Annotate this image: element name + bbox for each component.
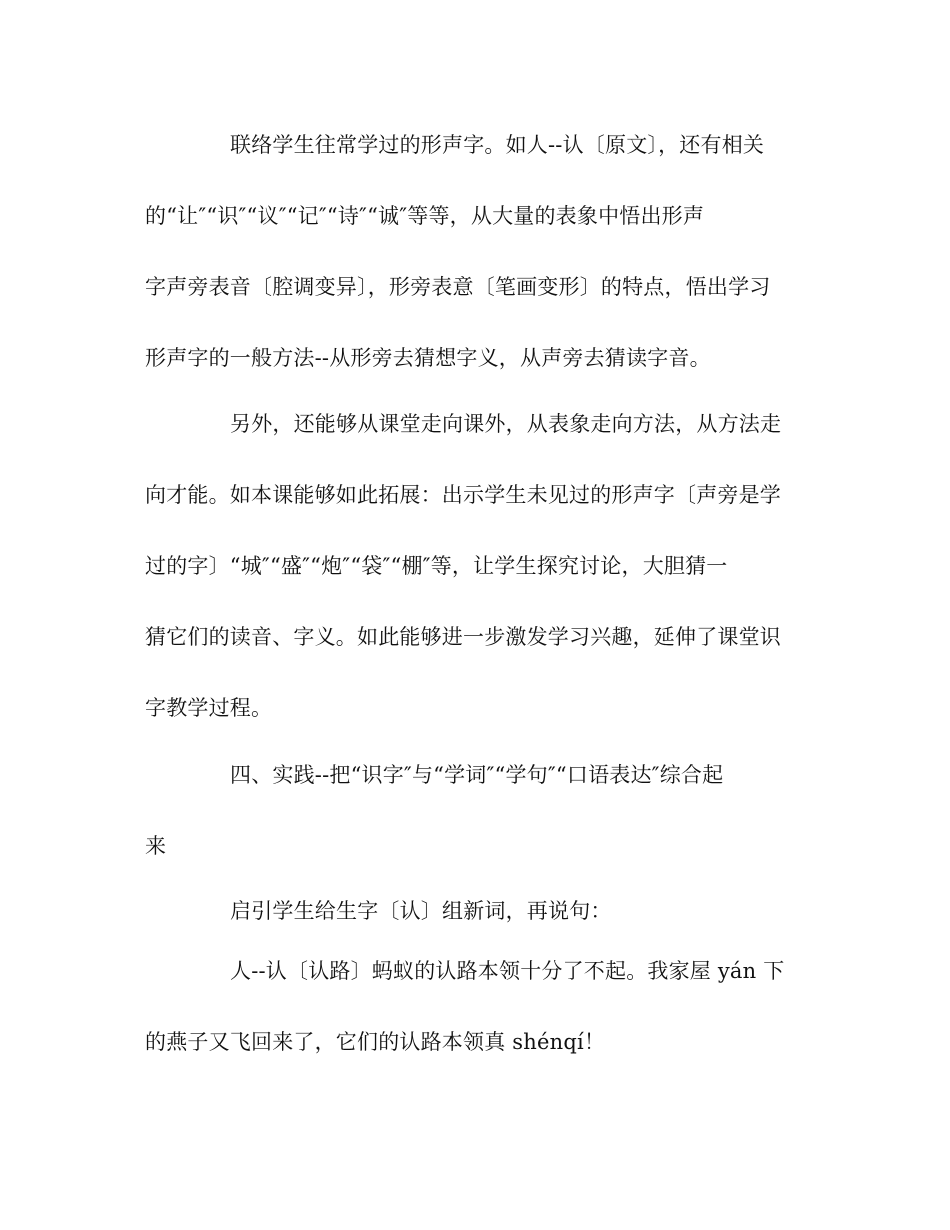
paragraph-1-line-1: 联络学生往常学过的形声字。如人--认〔原文〕，还有相关: [230, 133, 765, 157]
paragraph-1-line-2: 的“让″“识″“议″“记″“诗″“诚″等等，从大量的表象中悟出形声: [145, 204, 705, 228]
paragraph-5-line-1: 人--认〔认路〕蚂蚁的认路本领十分了不起。我家屋 yán 下: [230, 959, 785, 983]
section-heading-line-1: 四、实践--把“识字″与“学词″“学句″“口语表达″综合起: [230, 763, 724, 787]
paragraph-2-line-3: 过的字〕“城″“盛″“炮″“袋″“棚″等，让学生探究讨论，大胆猜一: [145, 554, 728, 578]
paragraph-2-line-2: 向才能。如本课能够如此拓展：出示学生未见过的形声字〔声旁是学: [145, 483, 781, 507]
paragraph-2-line-4: 猜它们的读音、字义。如此能够进一步激发学习兴趣，延伸了课堂识: [145, 625, 781, 649]
paragraph-1-line-4: 形声字的一般方法--从形旁去猜想字义，从声旁去猜读字音。: [145, 346, 711, 370]
paragraph-1-line-3: 字声旁表音〔腔调变异〕，形旁表意〔笔画变形〕的特点，悟出学习: [145, 275, 771, 299]
paragraph-4-line-1: 启引学生给生字〔认〕组新词，再说句：: [230, 899, 612, 923]
section-heading-line-2: 来: [145, 834, 167, 858]
paragraph-2-line-5: 字教学过程。: [145, 696, 273, 720]
paragraph-2-line-1: 另外，还能够从课堂走向课外，从表象走向方法，从方法走: [230, 412, 782, 436]
paragraph-5-line-2: 的燕子又飞回来了，它们的认路本领真 shénqí！: [145, 1030, 606, 1054]
